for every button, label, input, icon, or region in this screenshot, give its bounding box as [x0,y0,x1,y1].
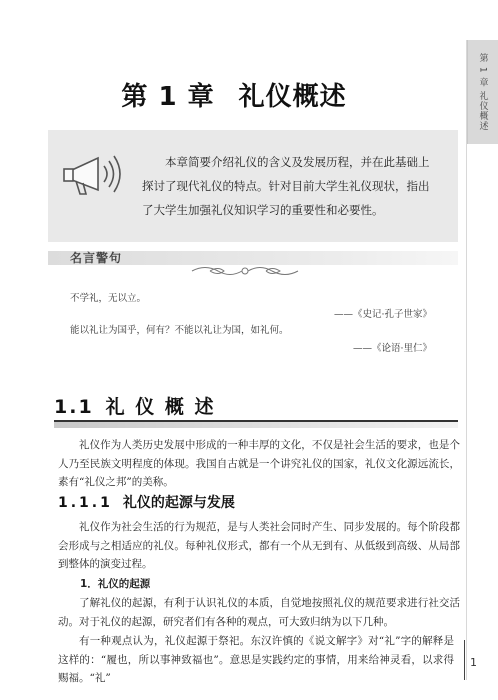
section-name: 礼 仪 概 述 [105,396,216,418]
chapter-intro-text: 本章简要介绍礼仪的含义及发展历程，并在此基础上探讨了现代礼仪的特点。针对目前大学生礼仪现状，指出了大学生加强礼仪知识学习的重要性和必要性。 [142,155,430,217]
chapter-name: 礼仪概述 [238,82,347,112]
item-heading: 1．礼仪的起源 [80,578,151,590]
ornament-flourish-icon [190,262,300,280]
chapter-side-tab [467,40,498,144]
page-number-rule [464,640,465,680]
section-rule-shade [54,422,458,428]
section-number: 1.1 [54,396,94,418]
section-title [54,392,216,419]
quote-source: ——《史记·孔子世家》 [333,309,432,320]
subsection-number: 1.1.1 [58,495,113,511]
megaphone-icon [58,150,130,202]
chapter-number: 第 1 章 [121,82,215,112]
subsection-title [58,492,235,512]
quote-heading: 名言警句 [70,251,123,265]
body-paragraph: 礼仪作为人类历史发展中形成的一种丰厚的文化，不仅是社会生活的要求，也是个人乃至民族文明程度的体现。我国自古就是一个讲究礼仪的国家，礼仪文化源远流长，素有“礼仪之邦”的美称。 [58,439,460,488]
body-paragraph: 礼仪作为社会生活的行为规范，是与人类社会同时产生、同步发展的。每个阶段都会形成与之相适应的礼仪。每种礼仪形式，都有一个从无到有、从低级到高级、从局部到整体的演变过程。 [58,521,460,570]
subsection-name: 礼仪的起源与发展 [122,495,235,511]
quote-text: 能以礼让为国乎，何有？不能以礼让为国，如礼何。 [70,325,289,336]
quote-source: ——《论语·里仁》 [352,343,432,354]
page-number: 1 [470,656,477,669]
quote-text: 不学礼，无以立。 [70,293,147,304]
body-paragraph: 了解礼仪的起源，有利于认识礼仪的本质，自觉地按照礼仪的规范要求进行社交活动。对于礼仪的起源，研究者们有各种的观点，可大致归纳为以下几种。 [58,597,460,628]
body-paragraph: 有一种观点认为，礼仪起源于祭祀。东汉许慎的《说文解字》对“礼”字的解释是这样的：“履也，所以事神致福也”。意思是实践约定的事情，用来给神灵看，以求得赐福。“礼” [58,635,454,684]
chapter-side-tab-label: 第 1 章 礼仪概述 [477,52,488,132]
chapter-title [0,76,468,113]
